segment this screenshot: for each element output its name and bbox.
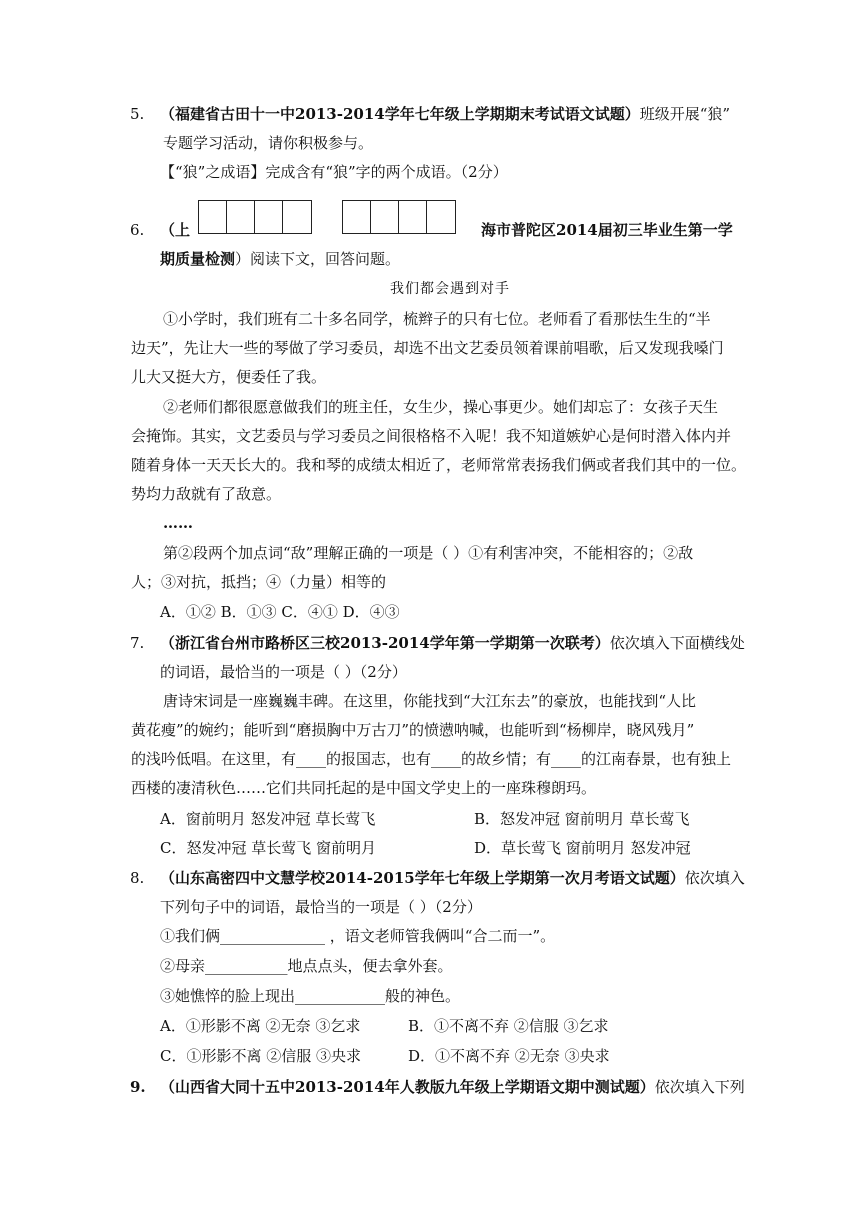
q7-option-c: C．怒发冲冠 草长莺飞 窗前明月 — [160, 839, 377, 857]
q6-line2 — [160, 249, 400, 269]
q7-stem-2: 的词语，最恰当的一项是（ ）（2分） — [160, 663, 407, 681]
q7-source: （浙江省台州市路桥区三校2013-2014学年第一学期第一次联考） — [160, 634, 610, 652]
q5-stem-1: 班级开展“狼” — [639, 105, 731, 123]
q9-line1 — [160, 1077, 745, 1097]
q6-source-c: 期质量检测 — [160, 250, 236, 268]
q7-passage-line: 的浅吟低唱。在这里，有____的报国志，也有____的故乡情；有____的江南春景，也有独上 — [131, 750, 732, 768]
q7-line1 — [160, 633, 745, 653]
q8-option-d: D．①不离不弃 ②无奈 ③央求 — [408, 1047, 610, 1065]
passage-title: 我们都会遇到对手 — [390, 281, 510, 297]
q5-task: 【“狼”之成语】完成含有“狼”字的两个成语。（2分） — [160, 163, 508, 181]
p2-line: 随着身体一天天长大的。我和琴的成绩太相近了，老师常常表扬我们俩或者我们其中的一位。 — [131, 456, 747, 474]
q8-option-c: C．①形影不离 ②信服 ③央求 — [160, 1047, 362, 1065]
q6-options: A．①② B．①③ C．④① D．④③ — [160, 603, 400, 621]
p1-line: ①小学时，我们班有二十多名同学，梳辫子的只有七位。老师看了看那怯生生的“半 — [163, 310, 711, 328]
q7-passage-line: 黄花瘦”的婉约；能听到“磨损胸中万古刀”的愤懑呐喊，也能听到“杨柳岸，晓风残月” — [131, 721, 695, 739]
ellipsis: …… — [163, 514, 193, 532]
q8-sentence-2: ②母亲___________地点点头，便去拿外套。 — [160, 957, 453, 975]
q9-source: （山西省大同十五中2013-2014年人教版九年级上学期语文期中测试题） — [160, 1078, 655, 1096]
q6-ask-2: 人；③对抗，抵挡；④（力量）相等的 — [131, 573, 387, 591]
q7-number: 7. — [130, 634, 145, 652]
answer-box-1 — [198, 200, 312, 234]
answer-cell — [255, 201, 283, 233]
p2-line: 势均力敌就有了敌意。 — [131, 485, 282, 503]
answer-cell — [371, 201, 399, 233]
q8-number: 8. — [130, 869, 145, 887]
q5-source: （福建省古田十一中2013-2014学年七年级上学期期末考试语文试题） — [160, 105, 640, 123]
q8-line1 — [160, 868, 745, 888]
q7-option-d: D．草长莺飞 窗前明月 怒发冲冠 — [474, 839, 691, 857]
p1-line: 边天”，先让大一些的琴做了学习委员，却选不出文艺委员领着课前唱歌，后又发现我嗓门 — [131, 339, 724, 357]
q8-sentence-1: ①我们俩______________ ，语文老师管我俩叫“合二而一”。 — [160, 927, 556, 945]
p1-line: 儿大又挺大方，便委任了我。 — [131, 368, 327, 386]
q6-ask-1: 第②段两个加点词“敌”理解正确的一项是（ ）①有利害冲突，不能相容的；②敌 — [163, 544, 694, 562]
answer-cell — [427, 201, 455, 233]
answer-cell — [343, 201, 371, 233]
q9-stem-1: 依次填入下列 — [654, 1078, 745, 1096]
q9-number: 9. — [130, 1078, 146, 1096]
q7-option-a: A．窗前明月 怒发冲冠 草长莺飞 — [160, 810, 376, 828]
p2-line: 会掩饰。其实，文艺委员与学习委员之间很格格不入呢！我不知道嫉妒心是何时潜入体内并 — [131, 427, 732, 445]
q8-option-a: A．①形影不离 ②无奈 ③乞求 — [160, 1017, 361, 1035]
q6-number: 6. — [130, 221, 145, 239]
q8-sentence-3: ③她憔悴的脸上现出____________般的神色。 — [160, 987, 461, 1005]
answer-cell — [399, 201, 427, 233]
q6-source-b: 海市普陀区2014届初三毕业生第一学 — [481, 221, 733, 239]
q5-line1 — [160, 104, 730, 124]
answer-cell — [199, 201, 227, 233]
q8-option-b: B．①不离不弃 ②信服 ③乞求 — [408, 1017, 609, 1035]
p2-line: ②老师们都很愿意做我们的班主任，女生少，操心事更少。她们却忘了：女孩子天生 — [163, 398, 719, 416]
q6-stem: ）阅读下文，回答问题。 — [235, 250, 401, 268]
q5-stem-2: 专题学习活动，请你积极参与。 — [163, 134, 374, 152]
answer-cell — [227, 201, 255, 233]
q7-stem-1: 依次填入下面横线处 — [609, 634, 745, 652]
q7-passage-line: 西楼的凄清秋色……它们共同托起的是中国文学史上的一座珠穆朗玛。 — [131, 779, 597, 797]
answer-cell — [283, 201, 311, 233]
q5-number: 5. — [130, 105, 145, 123]
q7-passage-line: 唐诗宋词是一座巍巍丰碑。在这里，你能找到“大江东去”的豪放，也能找到“人比 — [163, 692, 697, 710]
q7-option-b: B．怒发冲冠 窗前明月 草长莺飞 — [474, 810, 690, 828]
q8-stem-1: 依次填入 — [684, 869, 745, 887]
q6-source-a: （上 — [160, 221, 191, 239]
q8-source: （山东高密四中文慧学校2014-2015学年七年级上学期第一次月考语文试题） — [160, 869, 685, 887]
answer-box-2 — [342, 200, 456, 234]
q8-stem-2: 下列句子中的词语，最恰当的一项是（ ）（2分） — [160, 898, 482, 916]
